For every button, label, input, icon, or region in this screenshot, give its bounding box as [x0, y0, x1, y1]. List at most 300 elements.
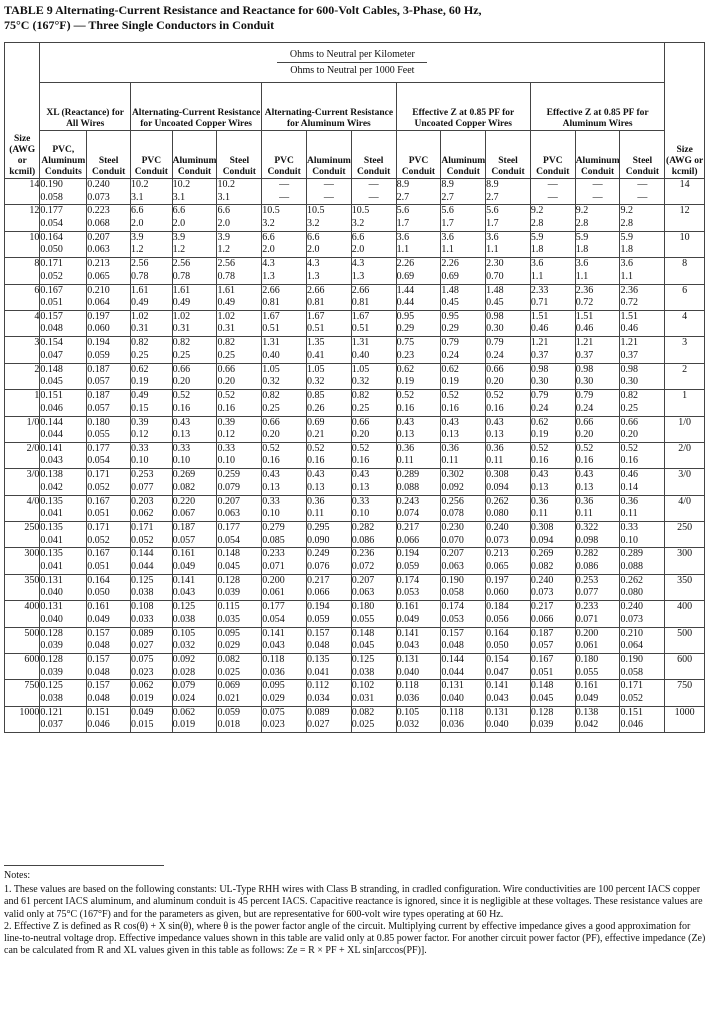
value-per-km: 0.190: [620, 654, 643, 666]
column-header-6: PVC Conduit: [262, 131, 307, 179]
table-cell: [575, 442, 620, 468]
table-cell: [575, 179, 620, 205]
value-per-1000ft: 0.32: [262, 376, 280, 388]
row-size-right: 4: [665, 310, 705, 336]
value-per-km: 0.52: [262, 442, 280, 454]
table-cell: [217, 680, 262, 706]
value-per-1000ft: 0.057: [530, 640, 554, 652]
table-cell: [351, 469, 396, 495]
table-cell: [172, 627, 217, 653]
value-per-km: 0.308: [530, 522, 554, 534]
value-per-km: 0.148: [217, 548, 240, 560]
value-per-1000ft: 0.067: [172, 508, 196, 520]
table-cell: [307, 284, 352, 310]
value-per-km: 0.082: [217, 654, 240, 666]
value-per-km: 0.128: [40, 627, 63, 639]
value-per-1000ft: 0.088: [620, 560, 643, 572]
table-cell: [307, 363, 352, 389]
table-row: [5, 601, 705, 627]
table-cell: [217, 231, 262, 257]
units-per-1000ft: Ohms to Neutral per 1000 Feet: [277, 62, 427, 78]
value-per-1000ft: 0.053: [441, 613, 464, 625]
table-cell: [217, 442, 262, 468]
value-per-km: 8.9: [441, 179, 454, 190]
value-per-km: 0.52: [441, 390, 459, 402]
value-per-km: 0.33: [620, 522, 638, 534]
value-per-1000ft: 0.25: [262, 402, 280, 414]
value-per-km: 5.9: [620, 231, 633, 243]
value-per-1000ft: 0.51: [262, 323, 280, 335]
value-per-km: 0.52: [217, 390, 235, 402]
value-per-1000ft: 0.16: [530, 455, 549, 467]
column-header-14: Steel Conduit: [620, 131, 665, 179]
table-cell: [262, 205, 307, 231]
value-per-1000ft: 0.21: [307, 429, 325, 441]
value-per-1000ft: 0.13: [262, 481, 280, 493]
value-per-km: 0.171: [40, 258, 63, 270]
value-per-km: 2.66: [307, 284, 325, 296]
value-per-km: 6.6: [172, 205, 186, 217]
value-per-1000ft: 0.81: [262, 297, 280, 309]
value-per-1000ft: 0.046: [620, 719, 643, 731]
value-per-1000ft: 0.027: [307, 719, 330, 731]
value-per-1000ft: 0.041: [307, 666, 330, 678]
resistance-table: [4, 42, 705, 733]
table-cell: [441, 205, 486, 231]
table-cell: [40, 310, 87, 336]
table-cell: [396, 310, 441, 336]
value-per-1000ft: 1.7: [396, 217, 410, 229]
value-per-1000ft: 0.086: [575, 560, 599, 572]
value-per-km: 0.282: [575, 548, 599, 560]
value-per-1000ft: 1.1: [441, 244, 454, 256]
value-per-km: 1.61: [217, 284, 235, 296]
value-per-km: 0.151: [620, 706, 643, 718]
value-per-1000ft: 0.063: [87, 244, 110, 256]
value-per-km: 0.174: [396, 574, 420, 586]
value-per-km: —: [323, 179, 334, 190]
group-header-3: Alternating-Current Resistance for Aluminum Wires: [262, 83, 396, 131]
value-per-km: 0.128: [40, 654, 63, 666]
table-cell: [307, 310, 352, 336]
value-per-km: —: [547, 179, 558, 190]
value-per-km: 0.295: [307, 522, 330, 534]
table-cell: [40, 337, 87, 363]
value-per-km: 0.217: [396, 522, 420, 534]
value-per-1000ft: 0.41: [307, 349, 325, 361]
value-per-1000ft: 0.025: [217, 666, 240, 678]
value-per-1000ft: —: [637, 191, 648, 203]
value-per-km: 0.36: [575, 495, 594, 507]
value-per-1000ft: 2.8: [530, 217, 544, 229]
table-cell: [40, 680, 87, 706]
row-size-right: 300: [665, 548, 705, 574]
value-per-km: 0.115: [217, 601, 240, 613]
table-cell: [217, 363, 262, 389]
value-per-km: 0.187: [530, 627, 554, 639]
value-per-1000ft: 0.049: [396, 613, 420, 625]
table-cell: [486, 548, 531, 574]
table-cell: [131, 601, 173, 627]
table-cell: [351, 258, 396, 284]
value-per-1000ft: 0.24: [441, 349, 459, 361]
table-cell: [486, 601, 531, 627]
value-per-km: 0.190: [441, 574, 464, 586]
value-per-km: 0.243: [396, 495, 420, 507]
value-per-1000ft: 0.044: [441, 666, 464, 678]
value-per-1000ft: 0.038: [351, 666, 375, 678]
table-cell: [217, 495, 262, 521]
table-cell: [620, 548, 665, 574]
value-per-km: 0.66: [351, 416, 370, 428]
value-per-km: —: [637, 179, 648, 190]
table-row: [5, 654, 705, 680]
table-cell: [87, 548, 131, 574]
value-per-1000ft: 0.31: [217, 323, 235, 335]
table-cell: [40, 179, 87, 205]
value-per-km: 1.44: [396, 284, 415, 296]
value-per-1000ft: 0.16: [172, 402, 191, 414]
value-per-km: 0.46: [620, 469, 638, 481]
value-per-km: 0.105: [172, 627, 196, 639]
value-per-1000ft: 0.021: [217, 692, 240, 704]
table-title: [4, 3, 704, 33]
table-row: [5, 390, 705, 416]
value-per-km: 2.66: [351, 284, 370, 296]
table-cell: [131, 231, 173, 257]
value-per-km: 0.144: [131, 548, 154, 560]
value-per-1000ft: 0.036: [262, 666, 285, 678]
value-per-km: 0.262: [620, 574, 643, 586]
table-cell: [620, 574, 665, 600]
value-per-km: 0.240: [486, 522, 509, 534]
table-cell: [307, 337, 352, 363]
value-per-1000ft: 2.0: [307, 244, 320, 256]
value-per-km: 0.66: [620, 416, 638, 428]
value-per-km: 0.43: [441, 416, 459, 428]
value-per-km: 0.98: [575, 363, 594, 375]
value-per-1000ft: 0.057: [87, 402, 110, 414]
table-cell: [87, 654, 131, 680]
table-cell: [131, 284, 173, 310]
value-per-km: 0.131: [40, 574, 63, 586]
table-cell: [307, 495, 352, 521]
value-per-km: 0.236: [351, 548, 375, 560]
value-per-1000ft: 0.073: [530, 587, 554, 599]
value-per-1000ft: 0.047: [40, 349, 63, 361]
table-cell: [172, 363, 217, 389]
value-per-km: 5.6: [486, 205, 499, 217]
column-header-12: PVC Conduit: [530, 131, 575, 179]
table-cell: [217, 284, 262, 310]
value-per-1000ft: 0.69: [396, 270, 415, 282]
value-per-1000ft: 1.7: [441, 217, 454, 229]
column-header-1: PVC, Aluminum Conduits: [40, 131, 87, 179]
value-per-1000ft: 0.26: [307, 402, 325, 414]
table-row: [5, 310, 705, 336]
value-per-1000ft: 0.086: [351, 534, 375, 546]
value-per-1000ft: 0.054: [87, 455, 110, 467]
value-per-1000ft: 0.19: [396, 376, 415, 388]
value-per-km: 2.36: [575, 284, 594, 296]
value-per-1000ft: 0.074: [396, 508, 420, 520]
value-per-km: 0.269: [530, 548, 554, 560]
value-per-1000ft: —: [547, 191, 558, 203]
table-cell: [87, 310, 131, 336]
value-per-km: 0.180: [351, 601, 375, 613]
table-cell: [172, 522, 217, 548]
table-cell: [575, 310, 620, 336]
value-per-1000ft: 0.066: [307, 587, 330, 599]
value-per-1000ft: 0.29: [396, 323, 415, 335]
value-per-km: 1.21: [530, 337, 549, 349]
value-per-1000ft: 0.20: [620, 429, 638, 441]
table-cell: [351, 442, 396, 468]
value-per-1000ft: 2.0: [131, 217, 144, 229]
value-per-km: 0.171: [620, 680, 643, 692]
table-cell: [530, 442, 575, 468]
value-per-km: 0.128: [530, 706, 554, 718]
value-per-km: 0.112: [307, 680, 330, 692]
table-cell: [262, 258, 307, 284]
value-per-1000ft: 1.1: [396, 244, 410, 256]
table-cell: [620, 442, 665, 468]
column-header-3: PVC Conduit: [131, 131, 173, 179]
value-per-km: 8.9: [486, 179, 499, 190]
value-per-1000ft: 0.085: [262, 534, 285, 546]
table-cell: [620, 310, 665, 336]
row-size-left: 2/0: [5, 442, 40, 468]
value-per-1000ft: 0.054: [262, 613, 285, 625]
table-cell: [172, 258, 217, 284]
table-cell: [262, 680, 307, 706]
value-per-1000ft: 1.3: [262, 270, 275, 282]
value-per-1000ft: 0.32: [307, 376, 325, 388]
value-per-km: 0.262: [486, 495, 509, 507]
table-cell: [172, 574, 217, 600]
table-cell: [87, 706, 131, 732]
value-per-1000ft: 0.037: [40, 719, 63, 731]
table-cell: [40, 495, 87, 521]
value-per-1000ft: 1.3: [351, 270, 365, 282]
table-cell: [40, 442, 87, 468]
value-per-1000ft: 0.055: [575, 666, 599, 678]
value-per-1000ft: 0.038: [131, 587, 154, 599]
value-per-km: 0.148: [530, 680, 554, 692]
table-cell: [262, 284, 307, 310]
value-per-1000ft: 3.1: [131, 191, 144, 203]
table-cell: [87, 258, 131, 284]
value-per-1000ft: 2.0: [217, 217, 230, 229]
value-per-1000ft: 0.070: [441, 534, 464, 546]
value-per-km: 0.43: [307, 469, 325, 481]
value-per-1000ft: 0.024: [172, 692, 196, 704]
units-per-km: Ohms to Neutral per Kilometer: [289, 49, 415, 60]
table-cell: [530, 179, 575, 205]
value-per-km: 3.9: [131, 231, 144, 243]
value-per-km: 0.194: [87, 337, 110, 349]
value-per-km: 0.43: [351, 469, 370, 481]
value-per-1000ft: 0.076: [307, 560, 330, 572]
row-size-left: 3: [5, 337, 40, 363]
value-per-1000ft: 2.7: [396, 191, 410, 203]
value-per-1000ft: 0.13: [351, 481, 370, 493]
value-per-1000ft: 0.064: [620, 640, 643, 652]
value-per-km: 0.33: [262, 495, 280, 507]
value-per-km: 0.52: [307, 442, 325, 454]
table-cell: [40, 416, 87, 442]
table-cell: [131, 522, 173, 548]
value-per-1000ft: 0.19: [131, 376, 149, 388]
value-per-km: 0.207: [87, 231, 110, 243]
value-per-1000ft: 0.044: [131, 560, 154, 572]
row-size-right: 8: [665, 258, 705, 284]
value-per-km: 0.089: [131, 627, 154, 639]
value-per-1000ft: 0.40: [351, 349, 370, 361]
row-size-left: 12: [5, 205, 40, 231]
value-per-km: 0.197: [87, 310, 110, 322]
value-per-km: 0.82: [351, 390, 370, 402]
table-cell: [530, 495, 575, 521]
table-cell: [307, 654, 352, 680]
table-cell: [351, 179, 396, 205]
table-cell: [530, 310, 575, 336]
value-per-km: 3.6: [486, 231, 499, 243]
row-size-left: 10: [5, 231, 40, 257]
value-per-km: 0.125: [351, 654, 375, 666]
value-per-km: 0.177: [40, 205, 63, 217]
title-line-1: TABLE 9 Alternating-Current Resistance and Reactance for 600-Volt Cables, 3-Phase, 60 Hz,: [4, 3, 482, 17]
table-cell: [172, 205, 217, 231]
table-row: [5, 179, 705, 205]
value-per-1000ft: 0.059: [307, 613, 330, 625]
value-per-km: 0.075: [131, 654, 154, 666]
value-per-1000ft: 0.043: [172, 587, 196, 599]
value-per-km: 1.31: [262, 337, 280, 349]
value-per-km: 0.33: [351, 495, 370, 507]
value-per-km: 0.62: [441, 363, 459, 375]
table-cell: [575, 390, 620, 416]
table-cell: [131, 258, 173, 284]
table-cell: [530, 680, 575, 706]
value-per-km: —: [592, 179, 603, 190]
value-per-km: 3.6: [620, 258, 633, 270]
row-size-left: 1: [5, 390, 40, 416]
note-1: 1. These values are based on the following constants: UL-Type RHH wires with Class B stranding, in cradled configuration. Wire conductivities are 100 percent IACS copper and 61 percent IACS aluminum, and aluminum conduit is 45 percent IACS. Capacitive reactance is ignored, since it is negligible at these voltages. These resistance values are valid only at 75°C (167°F) and for the parameters as given, but are representative for 600-volt wire types operating at 60 Hz.: [4, 884, 703, 920]
table-cell: [131, 416, 173, 442]
table-cell: [131, 337, 173, 363]
table-cell: [396, 258, 441, 284]
table-cell: [396, 179, 441, 205]
value-per-1000ft: 0.040: [396, 666, 420, 678]
table-cell: [262, 416, 307, 442]
value-per-km: 0.52: [172, 390, 191, 402]
table-cell: [441, 310, 486, 336]
row-size-left: 4/0: [5, 495, 40, 521]
table-row: [5, 495, 705, 521]
value-per-km: 9.2: [575, 205, 589, 217]
table-cell: [217, 654, 262, 680]
table-cell: [575, 601, 620, 627]
table-cell: [486, 627, 531, 653]
value-per-km: 0.141: [262, 627, 285, 639]
value-per-km: 1.05: [307, 363, 325, 375]
table-cell: [620, 522, 665, 548]
value-per-km: 10.2: [131, 179, 149, 190]
value-per-1000ft: 0.25: [131, 349, 149, 361]
value-per-km: 0.095: [217, 627, 240, 639]
value-per-1000ft: 0.045: [217, 560, 240, 572]
table-cell: [351, 231, 396, 257]
value-per-km: 0.230: [441, 522, 464, 534]
value-per-km: 5.9: [530, 231, 544, 243]
table-cell: [40, 574, 87, 600]
value-per-km: 9.2: [530, 205, 544, 217]
column-header-2: Steel Conduit: [87, 131, 131, 179]
table-cell: [441, 416, 486, 442]
value-per-km: 0.52: [486, 390, 504, 402]
value-per-1000ft: 1.8: [575, 244, 589, 256]
table-cell: [172, 442, 217, 468]
table-cell: [530, 601, 575, 627]
row-size-left: 600: [5, 654, 40, 680]
value-per-1000ft: 0.072: [351, 560, 375, 572]
value-per-km: 0.210: [620, 627, 643, 639]
value-per-1000ft: 0.13: [172, 429, 191, 441]
value-per-1000ft: 0.20: [575, 429, 594, 441]
table-cell: [262, 522, 307, 548]
table-cell: [441, 522, 486, 548]
table-cell: [351, 601, 396, 627]
value-per-1000ft: 0.16: [486, 402, 504, 414]
table-row: [5, 627, 705, 653]
table-cell: [262, 337, 307, 363]
table-cell: [40, 231, 87, 257]
size-header-left: Size (AWG or kcmil): [5, 43, 40, 179]
table-cell: [217, 258, 262, 284]
table-cell: [217, 522, 262, 548]
value-per-km: 0.43: [396, 416, 415, 428]
size-header-right: Size (AWG or kcmil): [665, 43, 705, 179]
value-per-km: 0.194: [307, 601, 330, 613]
table-cell: [620, 205, 665, 231]
table-cell: [620, 258, 665, 284]
value-per-km: 0.98: [620, 363, 638, 375]
table-cell: [262, 390, 307, 416]
value-per-km: 0.157: [307, 627, 330, 639]
row-size-right: 600: [665, 654, 705, 680]
value-per-km: 4.3: [351, 258, 365, 270]
value-per-1000ft: 0.11: [441, 455, 459, 467]
value-per-1000ft: 1.7: [486, 217, 499, 229]
value-per-km: 0.167: [87, 495, 110, 507]
table-cell: [217, 179, 262, 205]
value-per-1000ft: 0.51: [307, 323, 325, 335]
table-cell: [172, 310, 217, 336]
table-cell: [262, 179, 307, 205]
table-cell: [172, 680, 217, 706]
value-per-1000ft: 0.10: [620, 534, 638, 546]
table-cell: [530, 416, 575, 442]
value-per-1000ft: 0.69: [441, 270, 459, 282]
value-per-km: 0.52: [530, 442, 549, 454]
value-per-1000ft: 0.20: [217, 376, 235, 388]
value-per-km: 1.05: [262, 363, 280, 375]
value-per-km: 0.161: [575, 680, 599, 692]
value-per-km: 0.177: [217, 522, 240, 534]
value-per-1000ft: 0.052: [40, 270, 63, 282]
value-per-1000ft: 0.056: [486, 613, 509, 625]
